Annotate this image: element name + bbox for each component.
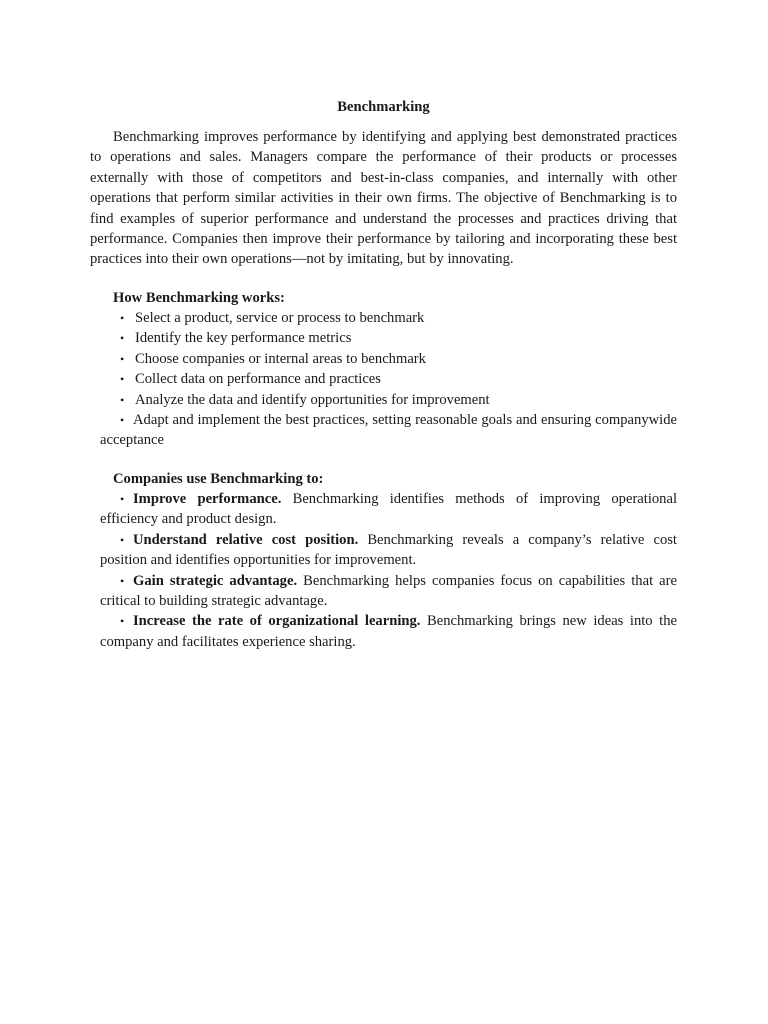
bullet-icon: • bbox=[120, 372, 125, 387]
bullet-icon: • bbox=[120, 614, 125, 629]
item-lead: Gain strategic advantage. bbox=[133, 572, 298, 589]
list-item: • Analyze the data and identify opportunities for improvement bbox=[100, 390, 677, 410]
list-item: • Identify the key performance metrics bbox=[100, 328, 677, 348]
uses-list bbox=[100, 489, 677, 652]
list-item: • Improve performance. Benchmarking identifies methods of improving operational efficiency and product design. bbox=[100, 491, 678, 528]
bullet-icon: • bbox=[120, 311, 125, 325]
list-item: • Collect data on performance and practices bbox=[100, 369, 677, 389]
list-item: • Adapt and implement the best practices, setting reasonable goals and ensuring companywide acceptance bbox=[100, 412, 677, 449]
bullet-icon: • bbox=[120, 573, 125, 588]
bullet-icon: • bbox=[120, 351, 125, 366]
list-item: • Gain strategic advantage. Benchmarking helps companies focus on capabilities that are critical to building strategic advantage. bbox=[100, 572, 677, 610]
bullet-icon: • bbox=[120, 331, 125, 346]
list-item: • Understand relative cost position. Benchmarking reveals a company’s relative cost position and identifies opportunities for improvement. bbox=[100, 531, 677, 569]
document-title: Benchmarking bbox=[337, 99, 430, 115]
how-heading: How Benchmarking works: bbox=[113, 290, 285, 306]
how-steps-list bbox=[100, 308, 677, 451]
intro-paragraph: Benchmarking improves performance by identifying and applying best demonstrated practices to operations and sales. Managers compare the performance of their products or processes externally with those of competitors and best-in-class companies, and internally with other operations that perform similar activities in their own firms. The objective of Benchmarking is to find examples of superior performance and understand the processes and practices driving that performance. Companies then improve their performance by tailoring and incorporating these best practices into their own operations—not by imitating, but by innovating. bbox=[90, 129, 677, 268]
bullet-icon: • bbox=[120, 532, 125, 547]
bullet-icon: • bbox=[120, 492, 125, 506]
list-item: • Select a product, service or process to benchmark bbox=[100, 308, 677, 328]
item-lead: Increase the rate of organizational learning. bbox=[133, 613, 421, 630]
uses-heading: Companies use Benchmarking to: bbox=[113, 471, 324, 487]
list-item: • Choose companies or internal areas to benchmark bbox=[100, 349, 677, 369]
bullet-icon: • bbox=[120, 392, 125, 407]
list-item: • Increase the rate of organizational learning. Benchmarking brings new ideas into the company and facilitates experience sharing. bbox=[100, 613, 677, 650]
bullet-icon: • bbox=[120, 413, 125, 428]
item-lead: Improve performance. bbox=[133, 491, 282, 507]
item-lead: Understand relative cost position. bbox=[133, 531, 359, 548]
